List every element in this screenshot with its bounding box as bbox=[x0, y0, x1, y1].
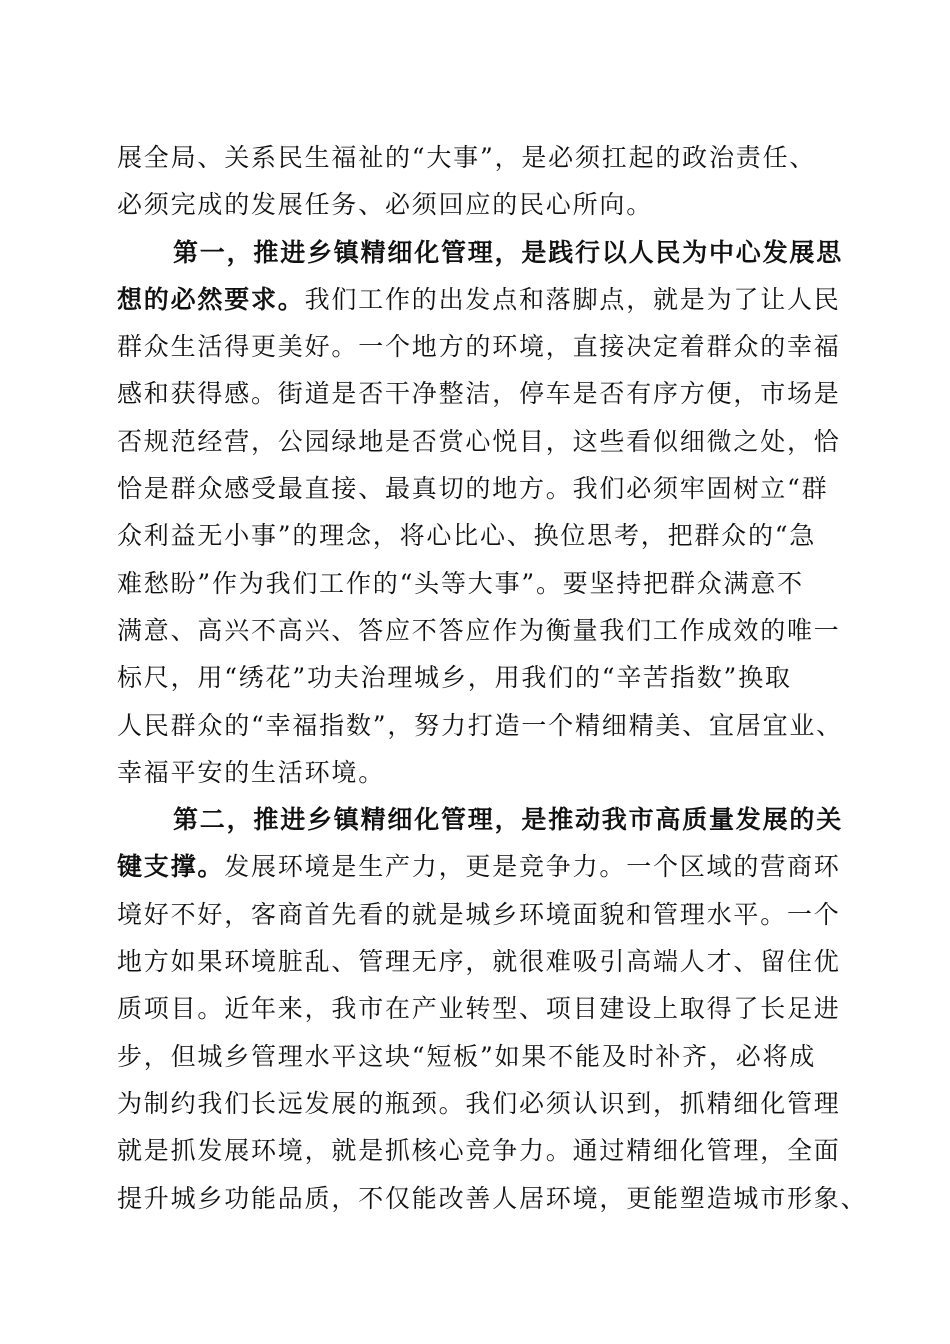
text-line: 恰是群众感受最直接、最真切的地方。我们必须牢固树立“群 bbox=[117, 474, 829, 504]
text-line: 满意、高兴不高兴、答应不答应作为衡量我们工作成效的唯一 bbox=[117, 615, 841, 645]
text-line bbox=[117, 276, 847, 323]
text-line: 地方如果环境脏乱、管理无序，就很难吸引高端人才、留住优 bbox=[117, 947, 841, 977]
paragraph-heading-line: 第二，推进乡镇精细化管理，是推动我市高质量发展的关 bbox=[173, 805, 844, 835]
text-line: 必须完成的发展任务、必须回应的民心所向。 bbox=[117, 190, 654, 220]
text-line: 步，但城乡管理水平这块“短板”如果不能及时补齐，必将成 bbox=[117, 1041, 817, 1071]
text-line bbox=[117, 843, 847, 890]
text-line: 提升城乡功能品质，不仅能改善人居环境，更能塑造城市形象、 bbox=[117, 1183, 868, 1213]
text-line: 感和获得感。街道是否干净整洁，停车是否有序方便，市场是 bbox=[117, 379, 841, 409]
text-line: 否规范经营，公园绿地是否赏心悦目，这些看似细微之处，恰 bbox=[117, 426, 841, 456]
body-text bbox=[117, 134, 868, 1222]
text-line: 标尺，用“绣花”功夫治理城乡，用我们的“辛苦指数”换取 bbox=[117, 663, 792, 693]
text-line: 就是抓发展环境，就是抓核心竞争力。通过精细化管理，全面 bbox=[117, 1136, 841, 1166]
paragraph-text: 发展环境是生产力，更是竞争力。一个区域的营商环 bbox=[224, 852, 841, 882]
text-line: 展全局、关系民生福祉的“大事”，是必须扛起的政治责任、 bbox=[117, 143, 817, 172]
text-line: 群众生活得更美好。一个地方的环境，直接决定着群众的幸福 bbox=[117, 332, 841, 362]
text-line: 难愁盼”作为我们工作的“头等大事”。要坚持把群众满意不 bbox=[117, 568, 804, 598]
paragraph-heading-end: 想的必然要求。 bbox=[117, 284, 305, 314]
text-line: 人民群众的“幸福指数”，努力打造一个精细精美、宜居宜业、 bbox=[117, 710, 843, 740]
text-line: 质项目。近年来，我市在产业转型、项目建设上取得了长足进 bbox=[117, 994, 841, 1024]
text-line: 为制约我们长远发展的瓶颈。我们必须认识到，抓精细化管理 bbox=[117, 1088, 841, 1118]
text-line: 众利益无小事”的理念，将心比心、换位思考，把群众的“急 bbox=[117, 521, 817, 551]
text-line: 境好不好，客商首先看的就是城乡环境面貌和管理水平。一个 bbox=[117, 899, 841, 929]
paragraph-heading-end: 键支撑。 bbox=[117, 852, 225, 882]
text-line: 幸福平安的生活环境。 bbox=[117, 757, 386, 787]
paragraph-heading-line: 第一，推进乡镇精细化管理，是践行以人民为中心发展思 bbox=[173, 237, 844, 267]
paragraph-text: 我们工作的出发点和落脚点，就是为了让人民 bbox=[304, 284, 841, 314]
